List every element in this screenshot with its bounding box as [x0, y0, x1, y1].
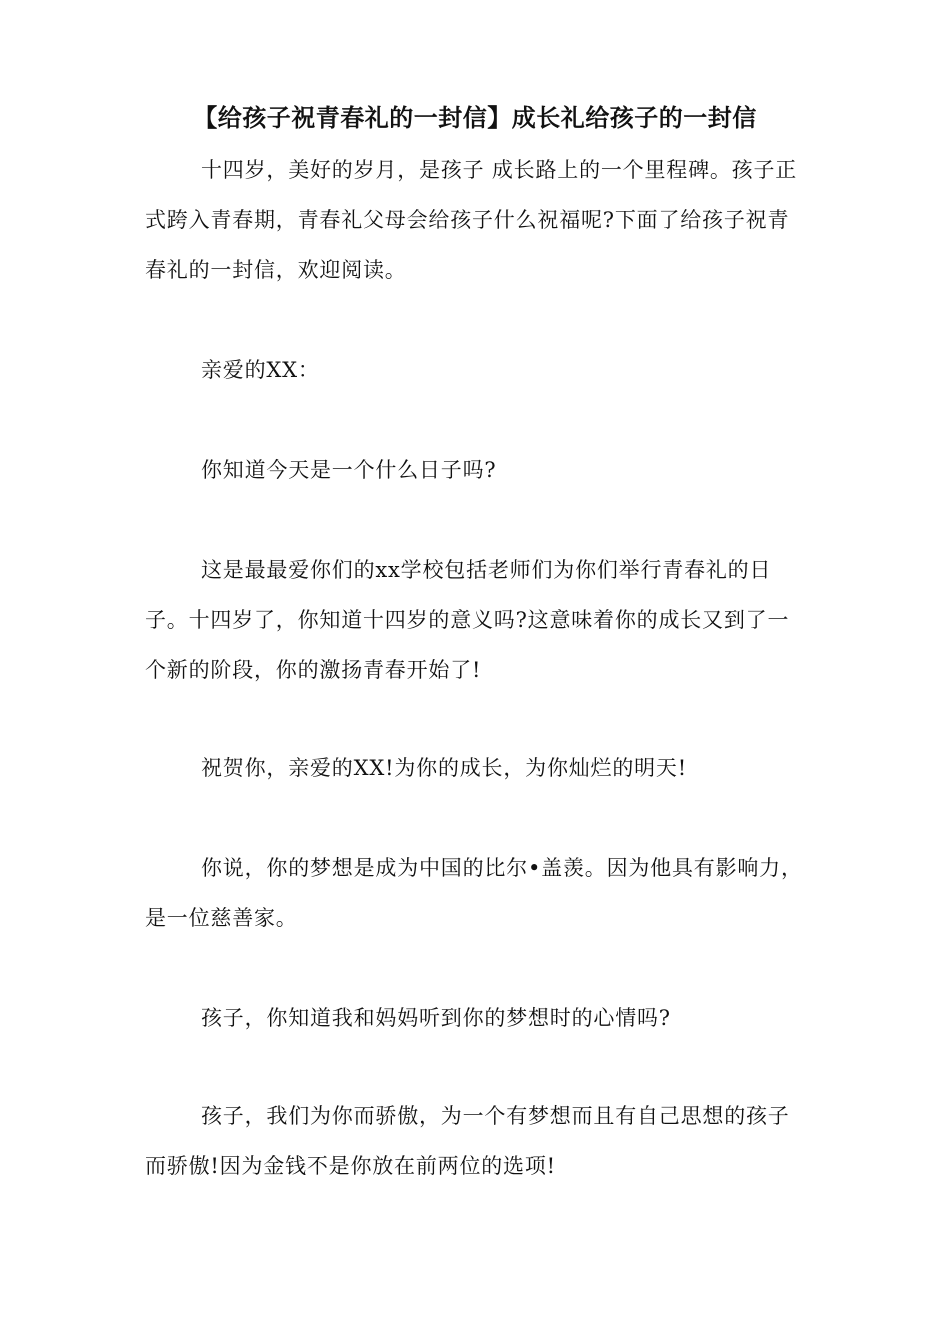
letter-paragraph: 你知道今天是一个什么日子吗?: [201, 458, 497, 482]
letter-paragraph: 孩子，我们为你而骄傲，为一个有梦想而且有自己思想的孩子而骄傲!因为金钱不是你放在前两位的选项!: [145, 1104, 790, 1178]
intro-paragraph: 十四岁，美好的岁月，是孩子 成长路上的一个里程碑。孩子正式跨入青春期，青春礼父母会给孩子什么祝福呢?下面了给孩子祝青春礼的一封信，欢迎阅读。: [145, 158, 798, 282]
document-title: 【给孩子祝青春礼的一封信】成长礼给孩子的一封信: [193, 104, 757, 132]
letter-paragraph: 孩子，你知道我和妈妈听到你的梦想时的心情吗?: [201, 1006, 671, 1030]
letter-paragraph: 这是最最爱你们的xx学校包括老师们为你们举行青春礼的日子。十四岁了，你知道十四岁的意义吗?这意味着你的成长又到了一个新的阶段，你的激扬青春开始了!: [145, 558, 790, 682]
salutation-paragraph: 亲爱的XX：: [201, 358, 320, 382]
letter-paragraph: 你说，你的梦想是成为中国的比尔•盖羡。因为他具有影响力，是一位慈善家。: [145, 856, 803, 930]
letter-paragraph: 祝贺你，亲爱的XX!为你的成长，为你灿烂的明天!: [201, 756, 687, 780]
